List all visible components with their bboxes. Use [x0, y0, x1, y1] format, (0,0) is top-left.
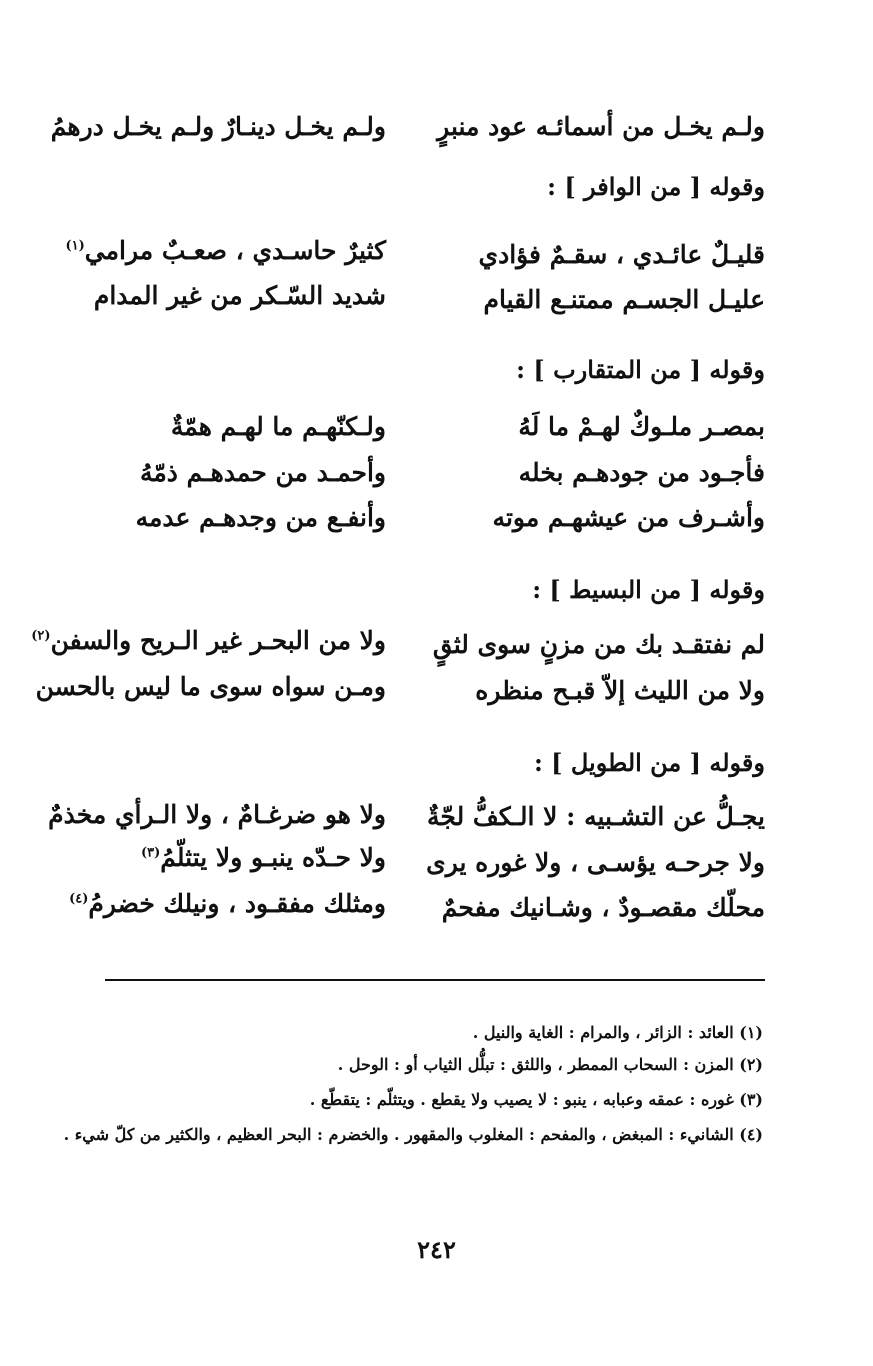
footnote: (٤) الشاني‏ء : المبغض ، والمفحم : المغلوب والمقهور . والخضرم : البحر العظيم ، والكثير من كلّ شيء .: [63, 1125, 763, 1144]
footnote: (٢) المزن : السحاب الممطر ، واللثق : تبلُّل الثياب أو : الوحل .: [337, 1055, 763, 1074]
verse-first-hemistich: يجـلُّ عن التشـبيه : لا الـكفُّ لجّةٌ: [427, 802, 765, 831]
footnote: (٣) غوره : عمقه وعبابه ، ينبو : لا يصيب ولا يقطع . ويتثلّم : يتقطّع .: [309, 1090, 763, 1109]
verse-second-hemistich: ولا من البحـر غير الـريح والسفن$^{(٢)}$: [31, 626, 386, 655]
verse-first-hemistich: محلّك مقصـودٌ ، وشـانيك مفحمٌ: [441, 893, 765, 922]
verse-second-hemistich: ولـكنّهـم ما لهـم همّةٌ: [170, 412, 386, 441]
verse-first-hemistich: ولا من الليث إلاّ قبـح منظره: [475, 676, 765, 705]
verse-first-hemistich: عليـل الجسـم ممتنـع القيام: [483, 285, 765, 314]
section-heading: وقوله [ من البسيط ] :: [532, 575, 765, 604]
verse-second-hemistich: ومـن سواه سوى ما ليس بالحسن: [35, 672, 386, 701]
page-number: ٢٤٢: [417, 1235, 456, 1264]
verse-second-hemistich: ولـم يخـل دينـارٌ ولـم يخـل درهمُ: [50, 112, 386, 141]
verse-second-hemistich: كثيرٌ حاسـدي ، صعـبٌ مرامي$^{(١)}$: [65, 236, 386, 265]
verse-second-hemistich: ولا حـدّه ينبـو ولا يتثلّمُ$^{(٣)}$: [140, 843, 386, 872]
verse-first-hemistich: قليـلٌ عائـدي ، سقـمٌ فؤادي: [478, 240, 765, 269]
footnote-marker: (٤): [69, 891, 89, 907]
verse-first-hemistich: وأشـرف من عيشهـم موته: [492, 503, 765, 532]
footnote-marker: (٢): [31, 628, 51, 644]
verse-first-hemistich: ولـم يخـل من أسمائـه عود منبرٍ: [437, 112, 765, 141]
section-heading: وقوله [ من الوافر ] :: [547, 172, 765, 201]
verse-first-hemistich: فأجـود من جودهـم بخله: [518, 458, 765, 487]
verse-first-hemistich: لم نفتقـد بك من مزنٍ سوى لثقٍ: [432, 630, 765, 659]
footnote-divider: [105, 979, 765, 981]
verse-first-hemistich: ولا جرحـه يؤسـى ، ولا غوره يرى: [426, 848, 765, 877]
verse-first-hemistich: بمصـر ملـوكٌ لهـمْ ما لَهُ: [518, 412, 765, 441]
footnote-marker: (١): [65, 238, 85, 254]
section-heading: وقوله [ من الطويل ] :: [533, 748, 765, 777]
verse-second-hemistich: وأحمـد من حمدهـم ذمّهُ: [139, 458, 386, 487]
section-heading: وقوله [ من المتقارب ] :: [516, 355, 765, 384]
verse-second-hemistich: ولا هو ضرغـامٌ ، ولا الـرأي مخذمٌ: [48, 800, 386, 829]
footnote-marker: (٣): [140, 845, 161, 861]
verse-second-hemistich: ومثلك مفقـود ، ونيلك خضرمُ$^{(٤)}$: [69, 889, 386, 918]
footnote: (١) العائد : الزائر ، والمرام : الغاية والنيل .: [472, 1023, 763, 1042]
verse-second-hemistich: شديد السّـكر من غير المدام: [93, 281, 386, 310]
verse-second-hemistich: وأنفـع من وجدهـم عدمه: [135, 503, 386, 532]
